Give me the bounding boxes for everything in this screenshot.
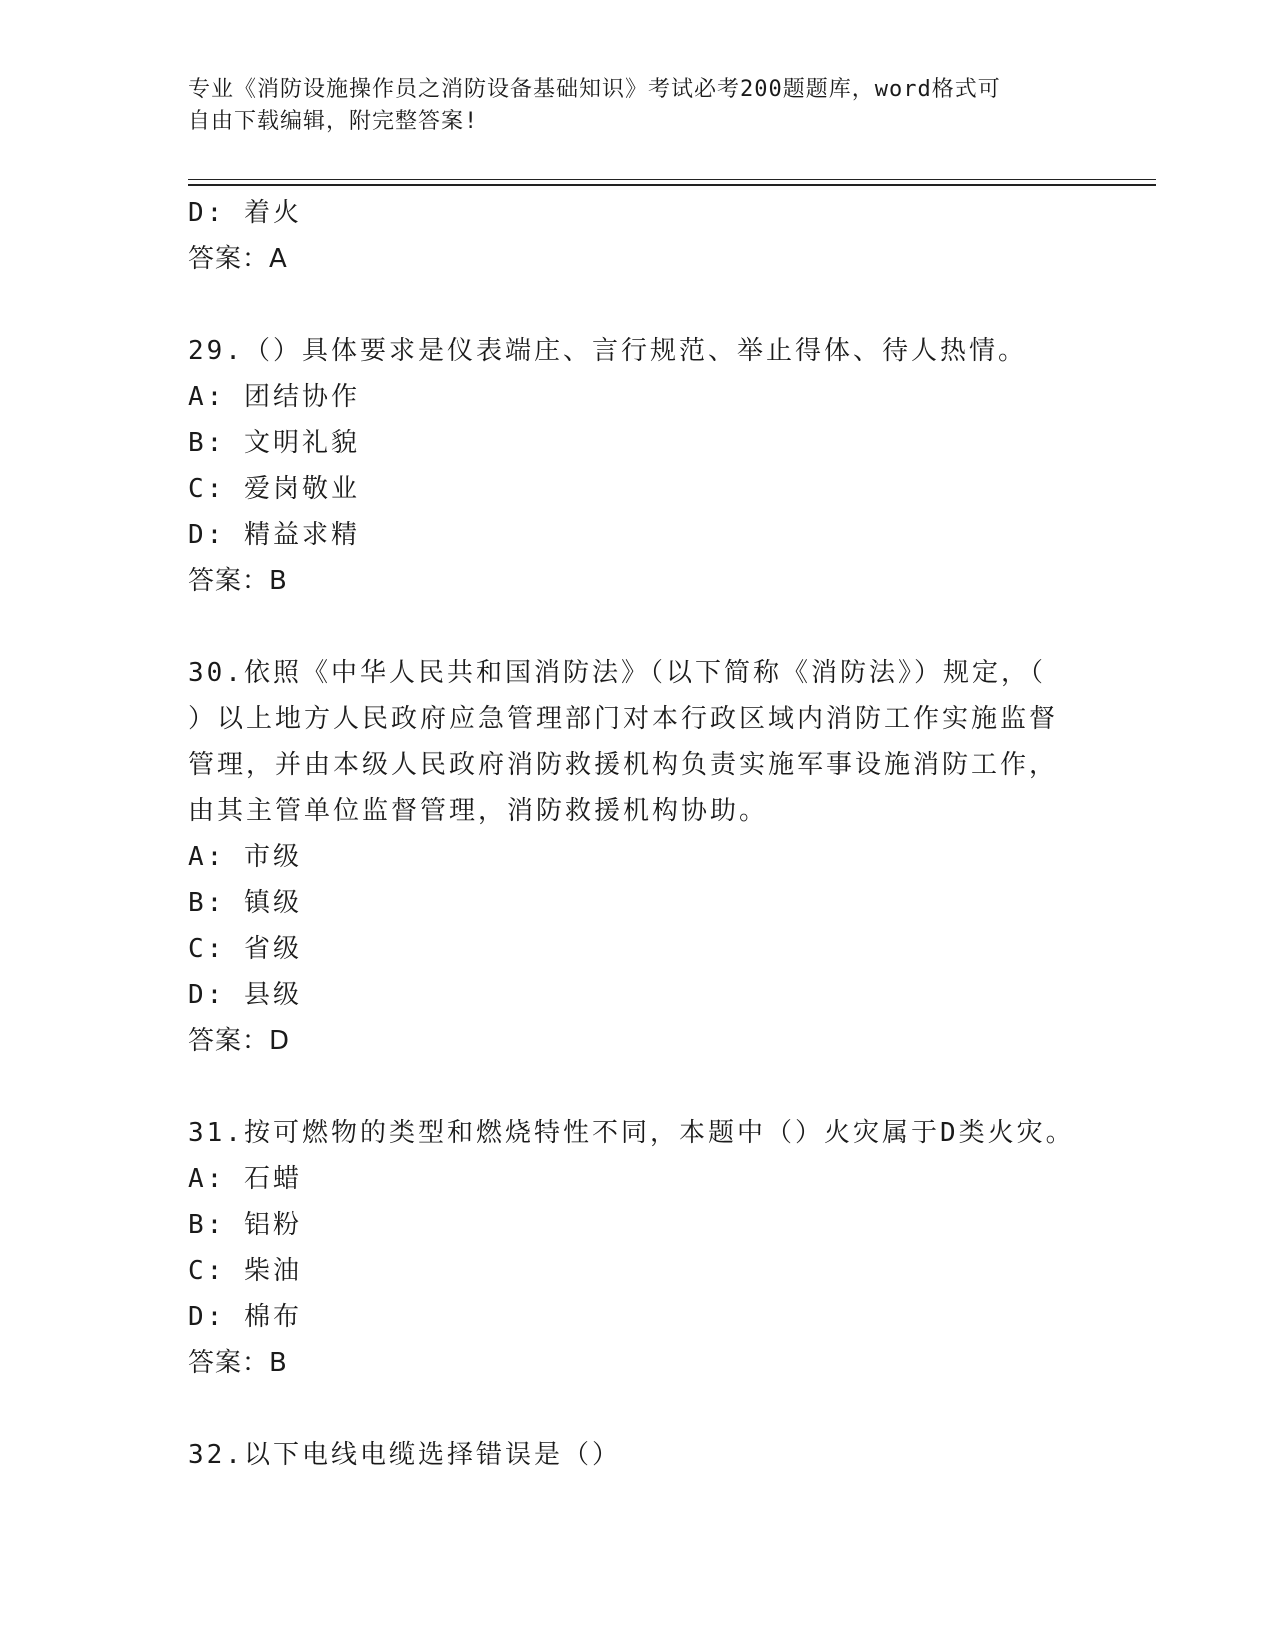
option-a: A: 石蜡: [188, 1164, 302, 1194]
header-divider-thin: [188, 179, 1156, 180]
answer-label: 答案：D: [188, 1026, 291, 1056]
question-text-line-3: 管理，并由本级人民政府消防救援机构负责实施军事设施消防工作，: [188, 750, 1059, 780]
answer-label: 答案：B: [188, 1348, 288, 1378]
option-b: B: 文明礼貌: [188, 428, 360, 458]
spacer: [188, 1386, 1088, 1432]
header-divider-thick: [188, 184, 1156, 186]
option-c: C: 爱岗敬业: [188, 474, 360, 504]
question-list: [188, 190, 1088, 1478]
header-line-1: 专业《消防设施操作员之消防设备基础知识》考试必考200题题库，word格式可: [188, 77, 1001, 102]
question-text-line-4: 由其主管单位监督管理，消防救援机构协助。: [188, 796, 769, 826]
question-text: 29.（）具体要求是仪表端庄、言行规范、举止得体、待人热情。: [188, 336, 1027, 366]
question-text: 32.以下电线电缆选择错误是（）: [188, 1440, 621, 1470]
option-d: D: 棉布: [188, 1302, 302, 1332]
option-d: D: 精益求精: [188, 520, 360, 550]
option-c: C: 柴油: [188, 1256, 302, 1286]
option-b: B: 铝粉: [188, 1210, 302, 1240]
option-c: C: 省级: [188, 934, 302, 964]
option-d: D: 县级: [188, 980, 302, 1010]
question-32: [188, 1432, 1088, 1478]
answer-label: 答案：A: [188, 244, 288, 274]
question-30: [188, 650, 1088, 1064]
option-d: D: 着火: [188, 198, 302, 228]
spacer: [188, 1064, 1088, 1110]
option-b: B: 镇级: [188, 888, 302, 918]
question-text: 31.按可燃物的类型和燃烧特性不同，本题中（）火灾属于D类火灾。: [188, 1118, 1075, 1148]
header-line-2: 自由下载编辑，附完整答案!: [188, 109, 479, 134]
spacer: [188, 282, 1088, 328]
spacer: [188, 604, 1088, 650]
page-header: [188, 74, 1088, 138]
option-a: A: 市级: [188, 842, 302, 872]
question-28-fragment: [188, 190, 1088, 282]
question-29: [188, 328, 1088, 604]
question-text-line-1: 30.依照《中华人民共和国消防法》（以下简称《消防法》）规定，（: [188, 658, 1046, 688]
option-a: A: 团结协作: [188, 382, 360, 412]
answer-label: 答案：B: [188, 566, 288, 596]
question-text-line-2: ）以上地方人民政府应急管理部门对本行政区域内消防工作实施监督: [188, 704, 1059, 734]
question-31: [188, 1110, 1088, 1386]
